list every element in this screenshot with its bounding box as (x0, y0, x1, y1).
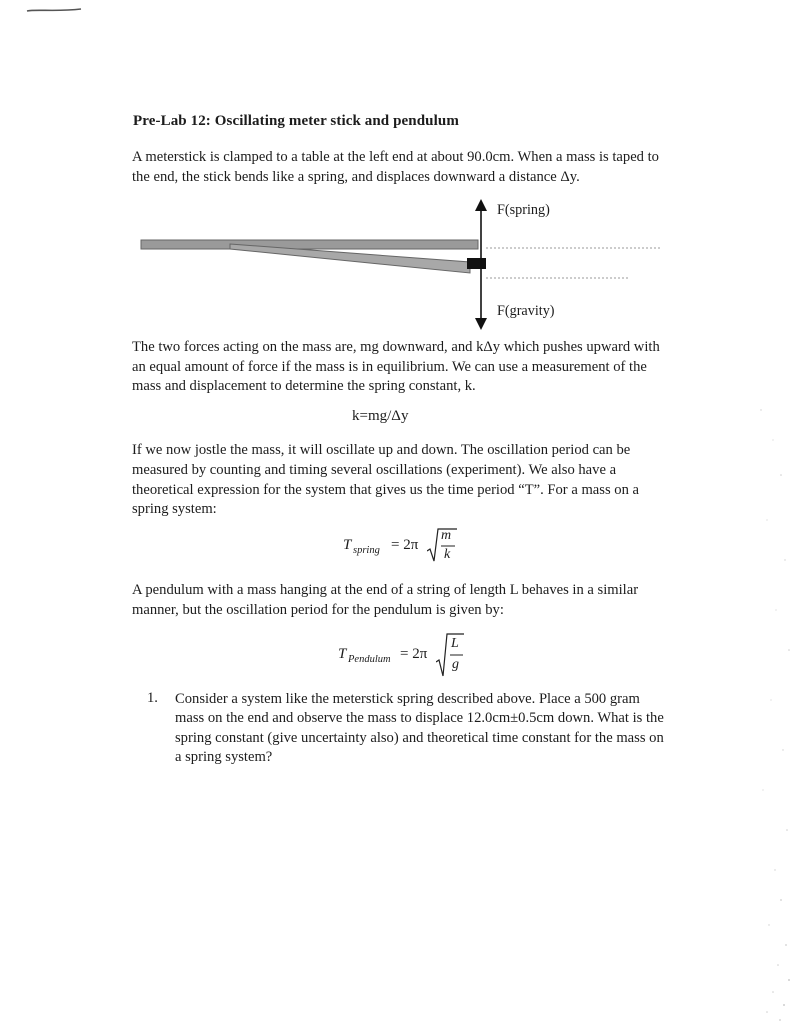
pendulum-formula-lhs: T (338, 646, 347, 662)
pendulum-period-formula (338, 632, 478, 678)
gravity-force-arrow-icon (475, 318, 487, 330)
scan-artifact-mark (26, 8, 82, 13)
spring-force-label: F(spring) (497, 202, 550, 218)
spring-formula-coefficient: = 2π (391, 537, 419, 553)
intro-paragraph: A meterstick is clamped to a table at the left end at about 90.0cm. When a mass is taped to the end, the stick bends like a spring, and displaces downward a distance Δy. (132, 149, 659, 185)
spring-period-formula (343, 527, 463, 567)
gravity-force-label: F(gravity) (497, 303, 555, 319)
spring-formula-numerator: m (441, 528, 452, 543)
straight-meterstick (141, 240, 478, 249)
spring-formula-denominator: k (444, 547, 451, 562)
question-text: Consider a system like the meterstick spring described above. Place a 500 gram mass on the end and observe the mass to displace 12.0cm±0.5cm down. What is the spring constant (give uncertainty also) and theoretical time constant for the mass on a spring system? (175, 691, 664, 765)
pendulum-formula-denominator: g (452, 657, 459, 672)
pendulum-paragraph: A pendulum with a mass hanging at the end of a string of length L behaves in a similar manner, but the oscillation period for the pendulum is given by: (132, 582, 639, 618)
pendulum-formula-numerator: L (451, 636, 459, 651)
forces-paragraph: The two forces acting on the mass are, mg downward, and kΔy which pushes upward with an equal amount of force if the mass is in equilibrium. We can use a measurement of the mass and displacement to determine the spring constant, k. (132, 339, 660, 394)
meterstick-diagram (130, 196, 670, 334)
mass-block (467, 258, 486, 269)
page-title: Pre-Lab 12: Oscillating meter stick and pendulum (133, 113, 459, 129)
oscillation-paragraph: If we now jostle the mass, it will oscillate up and down. The oscillation period can be measured by counting and timing several oscillations (experiment). We also have a theoretical expression for the system that gives us the time period “T”. For a mass on a spring system: (132, 442, 639, 518)
meterstick-figure (130, 196, 670, 334)
question-number: 1. (147, 690, 158, 706)
pendulum-formula-coefficient: = 2π (400, 646, 428, 662)
spring-constant-equation: k=mg/Δy (352, 408, 409, 424)
spring-formula-subscript: spring (353, 545, 380, 556)
pendulum-formula-subscript: Pendulum (348, 654, 391, 665)
spring-force-arrow-icon (475, 199, 487, 211)
scan-noise-texture (701, 380, 791, 1024)
spring-formula-lhs: T (343, 537, 352, 553)
